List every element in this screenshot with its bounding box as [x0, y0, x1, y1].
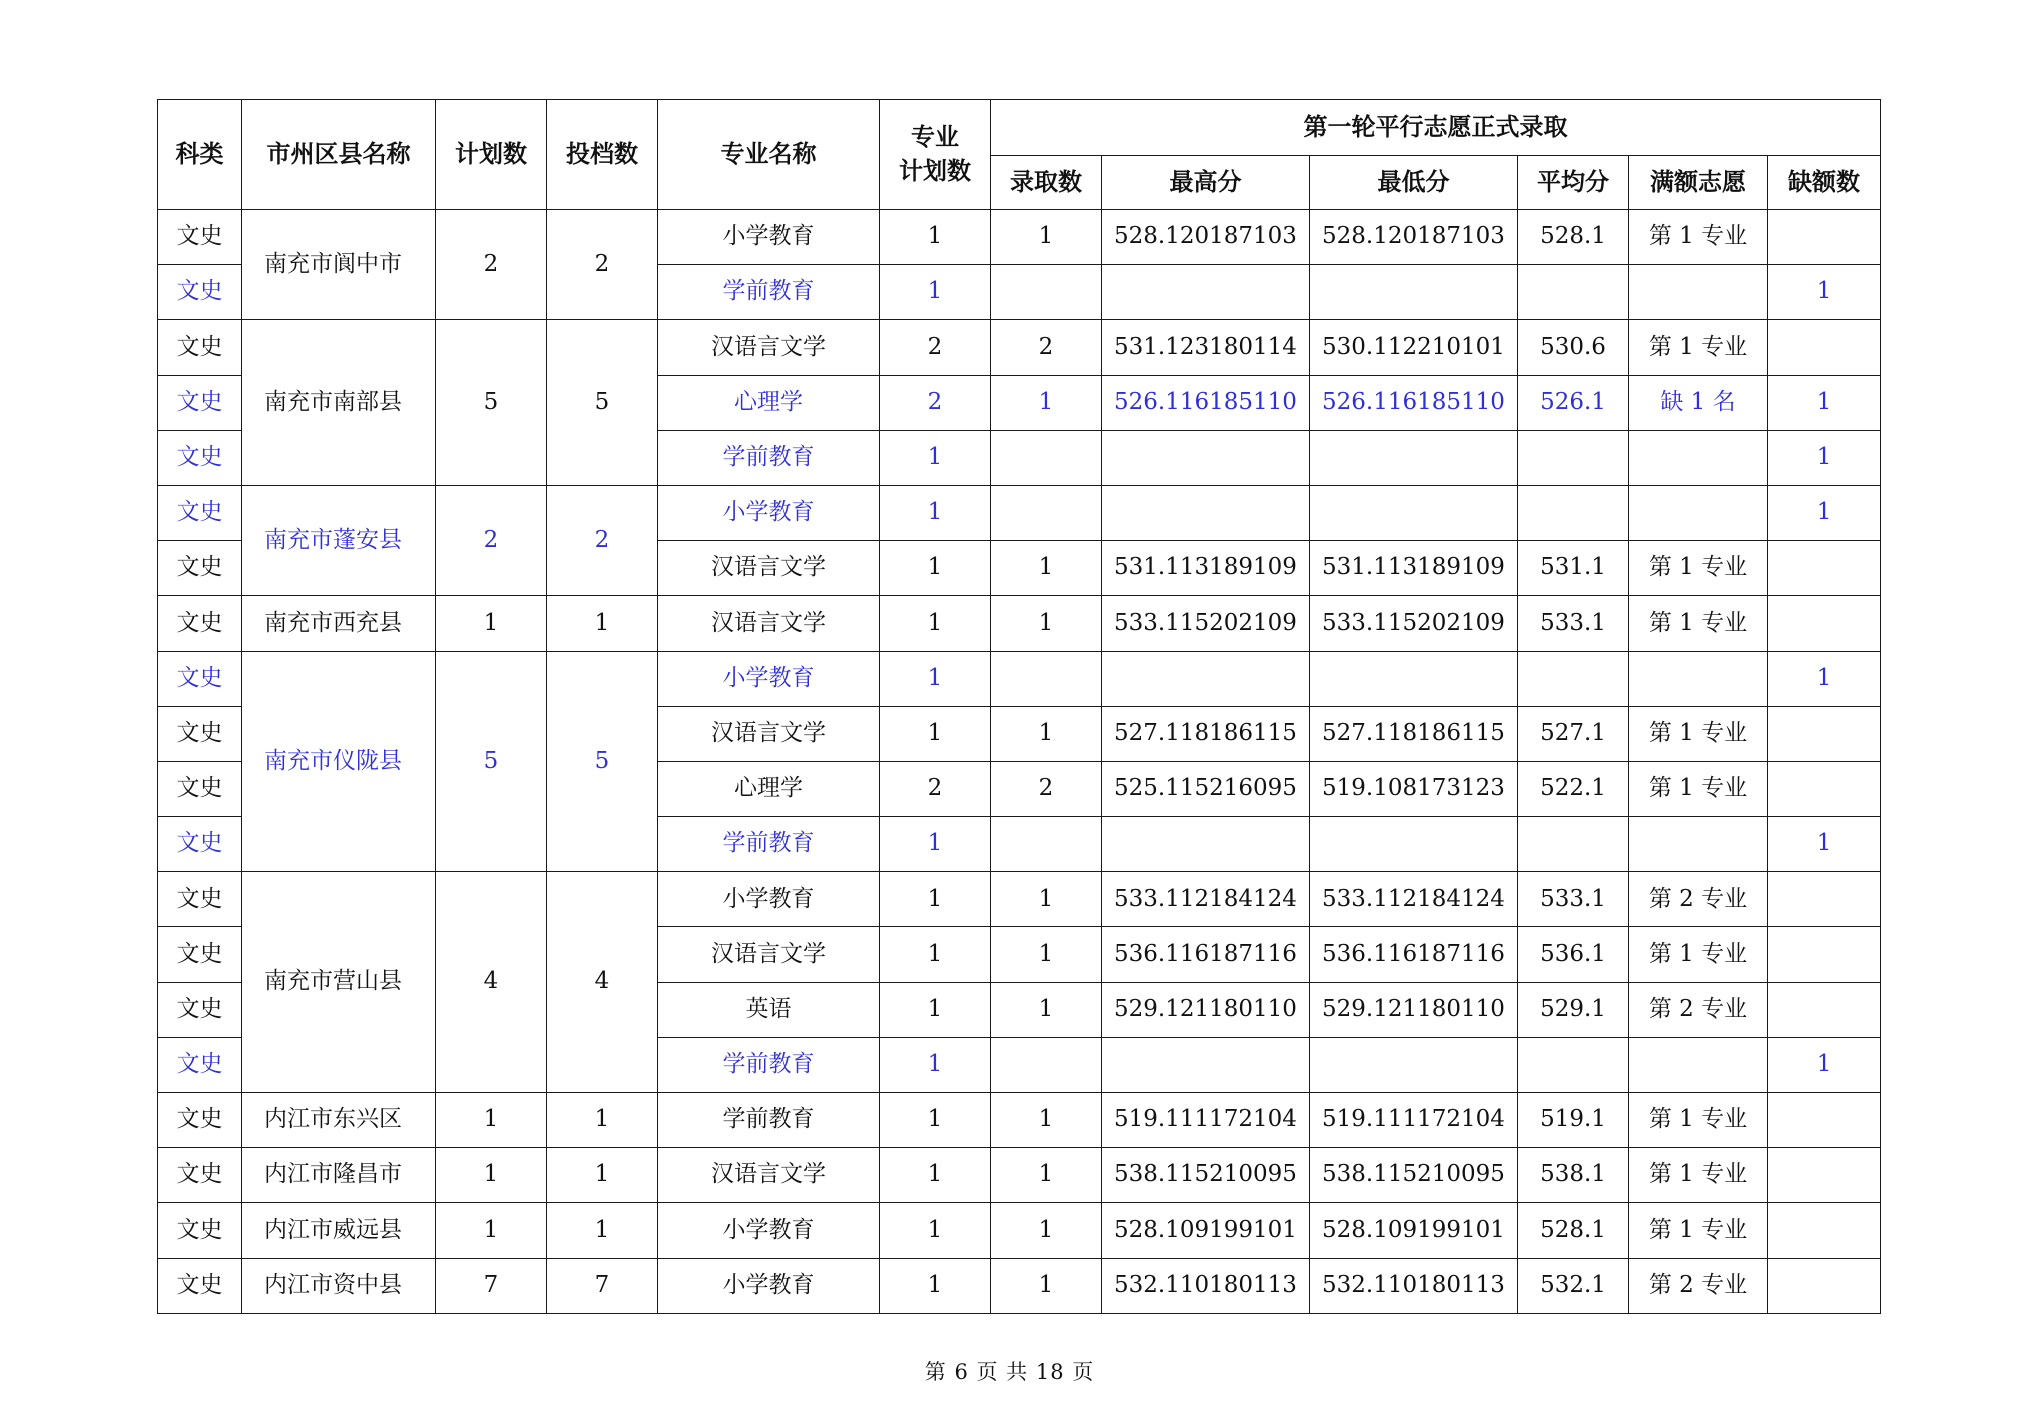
- full-choice-cell: 第 1 专业: [1629, 541, 1768, 596]
- filed-count-cell: 7: [547, 1258, 658, 1313]
- region-name-cell: 南充市阆中市: [242, 210, 436, 320]
- shortfall-cell: [1768, 1093, 1881, 1148]
- major-name-cell: 汉语言文学: [658, 596, 880, 651]
- highest-score-cell: 528.120187103: [1102, 210, 1310, 265]
- admitted-cell: 1: [991, 596, 1102, 651]
- header-shortfall: 缺额数: [1768, 156, 1881, 210]
- admitted-cell: [991, 1037, 1102, 1092]
- header-major-name: 专业名称: [658, 100, 880, 210]
- category-cell: 文史: [158, 485, 242, 540]
- major-plan-cell: 1: [880, 927, 991, 982]
- filed-count-cell: 1: [547, 1203, 658, 1258]
- full-choice-cell: 缺 1 名: [1629, 375, 1768, 430]
- plan-count-cell: 2: [436, 210, 547, 320]
- category-cell: 文史: [158, 817, 242, 872]
- major-name-cell: 小学教育: [658, 872, 880, 927]
- lowest-score-cell: 519.108173123: [1310, 761, 1518, 816]
- highest-score-cell: 527.118186115: [1102, 706, 1310, 761]
- full-choice-cell: 第 1 专业: [1629, 320, 1768, 375]
- shortfall-cell: 1: [1768, 485, 1881, 540]
- full-choice-cell: [1629, 817, 1768, 872]
- category-cell: 文史: [158, 1258, 242, 1313]
- average-score-cell: 528.1: [1518, 210, 1629, 265]
- major-plan-cell: 1: [880, 706, 991, 761]
- highest-score-cell: 533.112184124: [1102, 872, 1310, 927]
- table-row: [158, 320, 1881, 375]
- major-name-cell: 小学教育: [658, 485, 880, 540]
- category-cell: 文史: [158, 1203, 242, 1258]
- full-choice-cell: 第 1 专业: [1629, 761, 1768, 816]
- full-choice-cell: 第 2 专业: [1629, 872, 1768, 927]
- major-name-cell: 学前教育: [658, 430, 880, 485]
- admitted-cell: 2: [991, 320, 1102, 375]
- full-choice-cell: 第 1 专业: [1629, 927, 1768, 982]
- major-plan-cell: 1: [880, 1203, 991, 1258]
- major-plan-cell: 1: [880, 265, 991, 320]
- major-name-cell: 汉语言文学: [658, 320, 880, 375]
- lowest-score-cell: [1310, 651, 1518, 706]
- average-score-cell: [1518, 265, 1629, 320]
- shortfall-cell: [1768, 872, 1881, 927]
- major-plan-cell: 1: [880, 651, 991, 706]
- lowest-score-cell: 527.118186115: [1310, 706, 1518, 761]
- shortfall-cell: [1768, 1258, 1881, 1313]
- filed-count-cell: 1: [547, 1093, 658, 1148]
- lowest-score-cell: [1310, 265, 1518, 320]
- average-score-cell: [1518, 430, 1629, 485]
- full-choice-cell: [1629, 485, 1768, 540]
- lowest-score-cell: 528.120187103: [1310, 210, 1518, 265]
- admitted-cell: [991, 265, 1102, 320]
- full-choice-cell: 第 1 专业: [1629, 210, 1768, 265]
- average-score-cell: 530.6: [1518, 320, 1629, 375]
- shortfall-cell: [1768, 320, 1881, 375]
- header-major-plan-line1: 专业: [911, 122, 959, 151]
- region-name-cell: 南充市营山县: [242, 872, 436, 1093]
- average-score-cell: 532.1: [1518, 1258, 1629, 1313]
- average-score-cell: 536.1: [1518, 927, 1629, 982]
- major-plan-cell: 1: [880, 982, 991, 1037]
- category-cell: 文史: [158, 541, 242, 596]
- lowest-score-cell: [1310, 430, 1518, 485]
- major-plan-cell: 1: [880, 1148, 991, 1203]
- category-cell: 文史: [158, 375, 242, 430]
- shortfall-cell: 1: [1768, 651, 1881, 706]
- table-row: [158, 651, 1881, 706]
- admitted-cell: [991, 817, 1102, 872]
- major-name-cell: 学前教育: [658, 1093, 880, 1148]
- header-major-plan-line2: 计划数: [899, 156, 971, 185]
- full-choice-cell: 第 1 专业: [1629, 1148, 1768, 1203]
- major-name-cell: 小学教育: [658, 1258, 880, 1313]
- region-name-cell: 内江市东兴区: [242, 1093, 436, 1148]
- major-plan-cell: 1: [880, 817, 991, 872]
- full-choice-cell: [1629, 265, 1768, 320]
- lowest-score-cell: 536.116187116: [1310, 927, 1518, 982]
- admitted-cell: [991, 485, 1102, 540]
- highest-score-cell: 533.115202109: [1102, 596, 1310, 651]
- table-row: [158, 1258, 1881, 1313]
- category-cell: 文史: [158, 430, 242, 485]
- category-cell: 文史: [158, 927, 242, 982]
- full-choice-cell: [1629, 1037, 1768, 1092]
- major-name-cell: 小学教育: [658, 1203, 880, 1258]
- shortfall-cell: 1: [1768, 265, 1881, 320]
- filed-count-cell: 1: [547, 1148, 658, 1203]
- full-choice-cell: 第 2 专业: [1629, 982, 1768, 1037]
- major-name-cell: 心理学: [658, 375, 880, 430]
- header-round-title: 第一轮平行志愿正式录取: [991, 100, 1881, 156]
- major-name-cell: 学前教育: [658, 265, 880, 320]
- header-plan-count: 计划数: [436, 100, 547, 210]
- shortfall-cell: [1768, 982, 1881, 1037]
- plan-count-cell: 1: [436, 1093, 547, 1148]
- full-choice-cell: 第 1 专业: [1629, 1093, 1768, 1148]
- major-plan-cell: 1: [880, 541, 991, 596]
- lowest-score-cell: 538.115210095: [1310, 1148, 1518, 1203]
- plan-count-cell: 1: [436, 1203, 547, 1258]
- admitted-cell: 1: [991, 375, 1102, 430]
- major-plan-cell: 1: [880, 1093, 991, 1148]
- highest-score-cell: 525.115216095: [1102, 761, 1310, 816]
- category-cell: 文史: [158, 320, 242, 375]
- admitted-cell: 1: [991, 927, 1102, 982]
- major-plan-cell: 1: [880, 596, 991, 651]
- lowest-score-cell: 530.112210101: [1310, 320, 1518, 375]
- highest-score-cell: 538.115210095: [1102, 1148, 1310, 1203]
- full-choice-cell: 第 1 专业: [1629, 706, 1768, 761]
- major-plan-cell: 1: [880, 1037, 991, 1092]
- table-row: [158, 1148, 1881, 1203]
- category-cell: 文史: [158, 1148, 242, 1203]
- major-plan-cell: 2: [880, 375, 991, 430]
- plan-count-cell: 2: [436, 485, 547, 595]
- major-name-cell: 英语: [658, 982, 880, 1037]
- admitted-cell: [991, 651, 1102, 706]
- shortfall-cell: 1: [1768, 430, 1881, 485]
- plan-count-cell: 5: [436, 651, 547, 872]
- plan-count-cell: 1: [436, 596, 547, 651]
- table-row: [158, 210, 1881, 265]
- major-plan-cell: 2: [880, 761, 991, 816]
- major-plan-cell: 1: [880, 485, 991, 540]
- region-name-cell: 南充市南部县: [242, 320, 436, 486]
- filed-count-cell: 1: [547, 596, 658, 651]
- header-average: 平均分: [1518, 156, 1629, 210]
- admission-table: [157, 99, 1881, 1314]
- header-row-1: [158, 100, 1881, 156]
- category-cell: 文史: [158, 210, 242, 265]
- filed-count-cell: 5: [547, 651, 658, 872]
- page-number: 第 6 页 共 18 页: [924, 1360, 1095, 1384]
- category-cell: 文史: [158, 596, 242, 651]
- shortfall-cell: [1768, 596, 1881, 651]
- lowest-score-cell: 526.116185110: [1310, 375, 1518, 430]
- highest-score-cell: [1102, 485, 1310, 540]
- shortfall-cell: [1768, 706, 1881, 761]
- shortfall-cell: [1768, 927, 1881, 982]
- highest-score-cell: [1102, 1037, 1310, 1092]
- highest-score-cell: [1102, 817, 1310, 872]
- average-score-cell: 527.1: [1518, 706, 1629, 761]
- category-cell: 文史: [158, 982, 242, 1037]
- shortfall-cell: [1768, 541, 1881, 596]
- average-score-cell: 522.1: [1518, 761, 1629, 816]
- plan-count-cell: 4: [436, 872, 547, 1093]
- shortfall-cell: [1768, 1203, 1881, 1258]
- major-name-cell: 小学教育: [658, 651, 880, 706]
- major-name-cell: 心理学: [658, 761, 880, 816]
- admitted-cell: [991, 430, 1102, 485]
- table-row: [158, 872, 1881, 927]
- average-score-cell: 533.1: [1518, 872, 1629, 927]
- highest-score-cell: [1102, 651, 1310, 706]
- major-name-cell: 汉语言文学: [658, 1148, 880, 1203]
- category-cell: 文史: [158, 872, 242, 927]
- header-lowest: 最低分: [1310, 156, 1518, 210]
- highest-score-cell: 532.110180113: [1102, 1258, 1310, 1313]
- major-name-cell: 汉语言文学: [658, 927, 880, 982]
- shortfall-cell: 1: [1768, 817, 1881, 872]
- highest-score-cell: 531.123180114: [1102, 320, 1310, 375]
- highest-score-cell: 536.116187116: [1102, 927, 1310, 982]
- full-choice-cell: [1629, 430, 1768, 485]
- region-name-cell: 南充市西充县: [242, 596, 436, 651]
- average-score-cell: 526.1: [1518, 375, 1629, 430]
- average-score-cell: [1518, 651, 1629, 706]
- shortfall-cell: [1768, 761, 1881, 816]
- admitted-cell: 1: [991, 872, 1102, 927]
- admitted-cell: 1: [991, 1148, 1102, 1203]
- shortfall-cell: [1768, 210, 1881, 265]
- table-body: [158, 210, 1881, 1314]
- average-score-cell: 538.1: [1518, 1148, 1629, 1203]
- major-plan-cell: 2: [880, 320, 991, 375]
- admitted-cell: 1: [991, 706, 1102, 761]
- table-row: [158, 1203, 1881, 1258]
- header-major-plan: [880, 100, 991, 210]
- plan-count-cell: 7: [436, 1258, 547, 1313]
- full-choice-cell: [1629, 651, 1768, 706]
- category-cell: 文史: [158, 265, 242, 320]
- lowest-score-cell: [1310, 817, 1518, 872]
- table-header: [158, 100, 1881, 210]
- highest-score-cell: 528.109199101: [1102, 1203, 1310, 1258]
- lowest-score-cell: 532.110180113: [1310, 1258, 1518, 1313]
- average-score-cell: 531.1: [1518, 541, 1629, 596]
- header-filed-count: 投档数: [547, 100, 658, 210]
- highest-score-cell: 526.116185110: [1102, 375, 1310, 430]
- table-row: [158, 485, 1881, 540]
- filed-count-cell: 5: [547, 320, 658, 486]
- average-score-cell: 528.1: [1518, 1203, 1629, 1258]
- lowest-score-cell: [1310, 485, 1518, 540]
- major-name-cell: 汉语言文学: [658, 706, 880, 761]
- highest-score-cell: 529.121180110: [1102, 982, 1310, 1037]
- lowest-score-cell: 519.111172104: [1310, 1093, 1518, 1148]
- lowest-score-cell: 531.113189109: [1310, 541, 1518, 596]
- region-name-cell: 内江市威远县: [242, 1203, 436, 1258]
- table-row: [158, 596, 1881, 651]
- major-name-cell: 汉语言文学: [658, 541, 880, 596]
- full-choice-cell: 第 1 专业: [1629, 1203, 1768, 1258]
- lowest-score-cell: 529.121180110: [1310, 982, 1518, 1037]
- average-score-cell: [1518, 1037, 1629, 1092]
- header-category: 科类: [158, 100, 242, 210]
- major-name-cell: 学前教育: [658, 1037, 880, 1092]
- admitted-cell: 2: [991, 761, 1102, 816]
- plan-count-cell: 5: [436, 320, 547, 486]
- full-choice-cell: 第 2 专业: [1629, 1258, 1768, 1313]
- region-name-cell: 南充市仪陇县: [242, 651, 436, 872]
- category-cell: 文史: [158, 761, 242, 816]
- full-choice-cell: 第 1 专业: [1629, 596, 1768, 651]
- admitted-cell: 1: [991, 1203, 1102, 1258]
- major-plan-cell: 1: [880, 210, 991, 265]
- major-plan-cell: 1: [880, 1258, 991, 1313]
- major-plan-cell: 1: [880, 430, 991, 485]
- highest-score-cell: [1102, 265, 1310, 320]
- category-cell: 文史: [158, 651, 242, 706]
- filed-count-cell: 2: [547, 485, 658, 595]
- filed-count-cell: 2: [547, 210, 658, 320]
- lowest-score-cell: 533.115202109: [1310, 596, 1518, 651]
- average-score-cell: [1518, 485, 1629, 540]
- admitted-cell: 1: [991, 1258, 1102, 1313]
- admitted-cell: 1: [991, 1093, 1102, 1148]
- region-name-cell: 内江市资中县: [242, 1258, 436, 1313]
- shortfall-cell: [1768, 1148, 1881, 1203]
- highest-score-cell: 519.111172104: [1102, 1093, 1310, 1148]
- highest-score-cell: 531.113189109: [1102, 541, 1310, 596]
- category-cell: 文史: [158, 1037, 242, 1092]
- header-full-choice: 满额志愿: [1629, 156, 1768, 210]
- header-region: 市州区县名称: [242, 100, 436, 210]
- category-cell: 文史: [158, 1093, 242, 1148]
- header-highest: 最高分: [1102, 156, 1310, 210]
- header-admitted: 录取数: [991, 156, 1102, 210]
- filed-count-cell: 4: [547, 872, 658, 1093]
- average-score-cell: 533.1: [1518, 596, 1629, 651]
- region-name-cell: 内江市隆昌市: [242, 1148, 436, 1203]
- lowest-score-cell: 528.109199101: [1310, 1203, 1518, 1258]
- highest-score-cell: [1102, 430, 1310, 485]
- region-name-cell: 南充市蓬安县: [242, 485, 436, 595]
- table-row: [158, 1093, 1881, 1148]
- average-score-cell: 519.1: [1518, 1093, 1629, 1148]
- plan-count-cell: 1: [436, 1148, 547, 1203]
- category-cell: 文史: [158, 706, 242, 761]
- average-score-cell: [1518, 817, 1629, 872]
- admitted-cell: 1: [991, 541, 1102, 596]
- major-plan-cell: 1: [880, 872, 991, 927]
- admitted-cell: 1: [991, 210, 1102, 265]
- shortfall-cell: 1: [1768, 375, 1881, 430]
- lowest-score-cell: [1310, 1037, 1518, 1092]
- major-name-cell: 学前教育: [658, 817, 880, 872]
- average-score-cell: 529.1: [1518, 982, 1629, 1037]
- admitted-cell: 1: [991, 982, 1102, 1037]
- lowest-score-cell: 533.112184124: [1310, 872, 1518, 927]
- shortfall-cell: 1: [1768, 1037, 1881, 1092]
- major-name-cell: 小学教育: [658, 210, 880, 265]
